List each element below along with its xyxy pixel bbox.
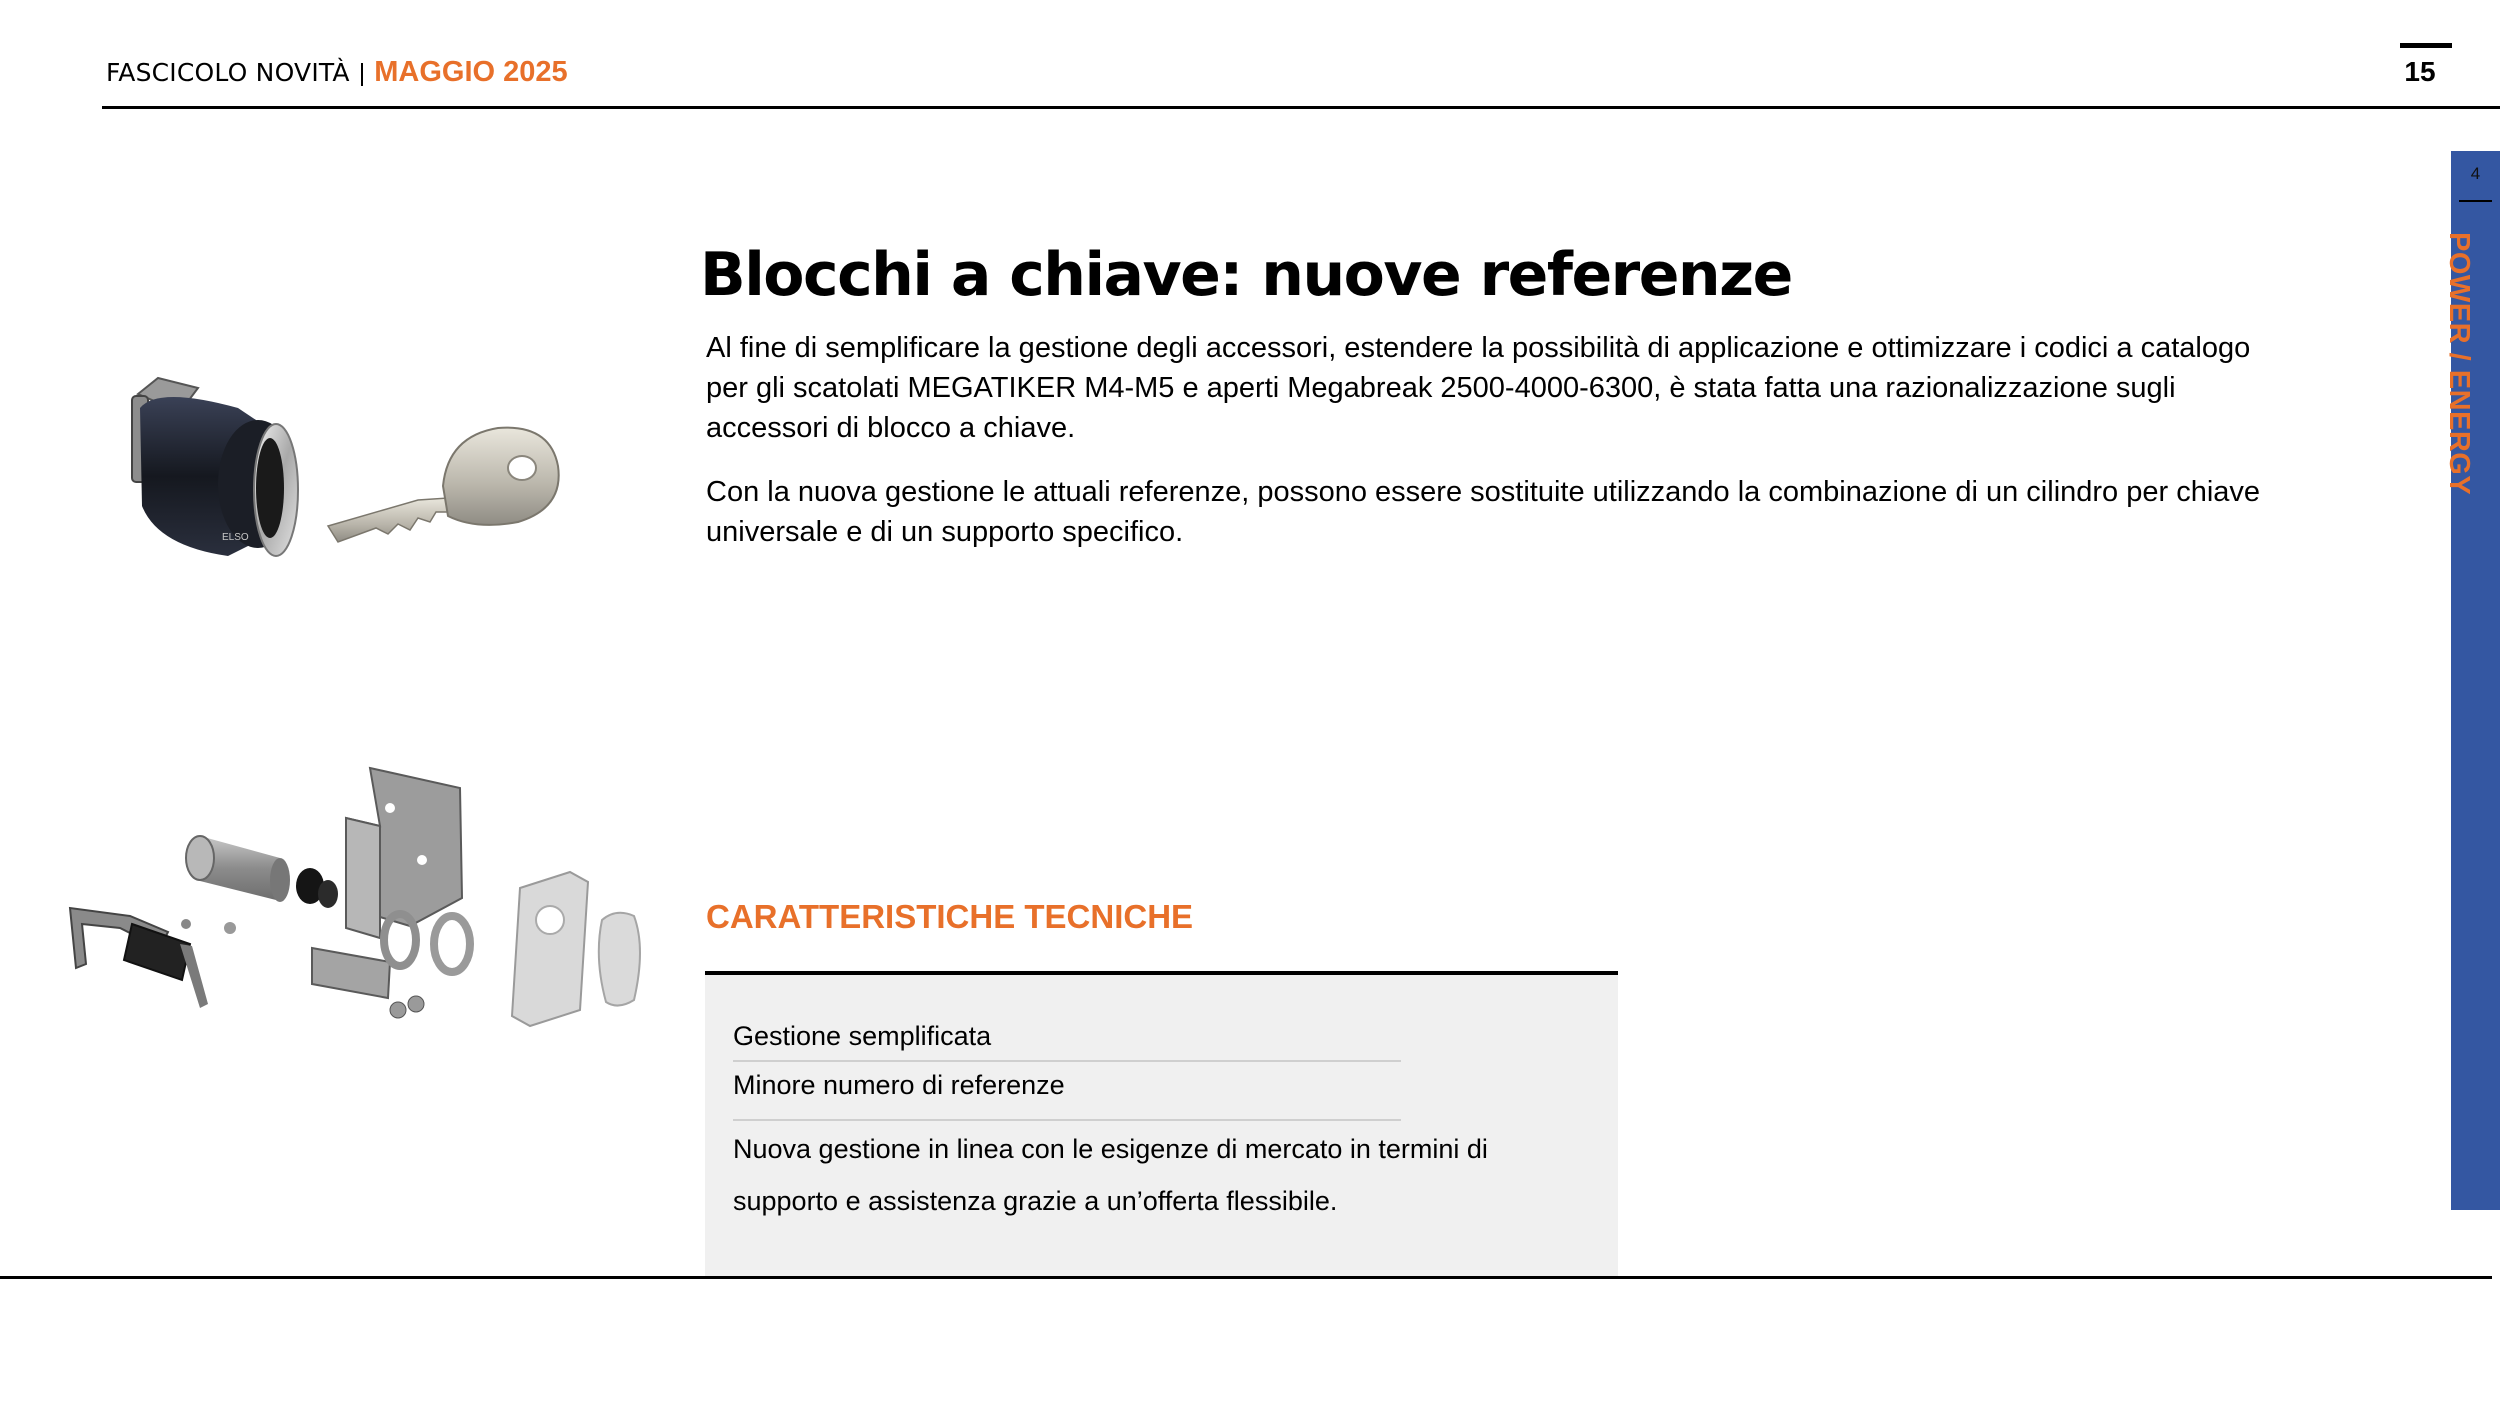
intro-paragraph: Al fine di semplificare la gestione degli accessori, estendere la possibilità di applicazione e ottimizzare i codici a catalogo per gli scatolati MEGATIKER M4-M5 e aperti Megabreak 2500-4000-6300, è stata fatta una razionalizzazione sugli accessori di blocco a chiave. <box>706 332 2251 444</box>
header-divider <box>102 106 2500 109</box>
page-title: Blocchi a chiave: nuove referenze <box>700 240 1792 310</box>
spec-divider <box>733 1060 1401 1062</box>
section-label: POWER / ENERGY <box>2443 232 2475 496</box>
spec-divider <box>733 1119 1401 1121</box>
spec-item: Nuova gestione in linea con le esigenze di mercato in termini di supporto e assistenza grazie a un’offerta flessibile. <box>733 1134 1488 1216</box>
page-number: 15 <box>2404 56 2436 87</box>
publication-label: FASCICOLO NOVITÀ <box>106 58 350 87</box>
specs-panel <box>705 971 1618 1279</box>
page-number-mark <box>2400 43 2452 48</box>
specs-title: CARATTERISTICHE TECNICHE <box>706 898 1194 935</box>
section-number: 4 <box>2470 164 2481 183</box>
section-number-rule <box>2459 200 2492 202</box>
header-publication <box>106 56 568 96</box>
lock-brand-text: ELSO <box>222 532 249 543</box>
header-separator: | <box>358 59 366 87</box>
key-lock-cylinder-image <box>118 316 618 616</box>
spec-item: Gestione semplificata <box>733 1021 992 1051</box>
spec-item: Minore numero di referenze <box>733 1070 1065 1100</box>
lock-support-assembly-image <box>50 748 660 1078</box>
replacement-paragraph: Con la nuova gestione le attuali referenze, possono essere sostituite utilizzando la combinazione di un cilindro per chiave universale e di un supporto specifico. <box>706 476 2261 548</box>
footer-divider <box>0 1276 2492 1279</box>
publication-month: MAGGIO 2025 <box>374 56 568 88</box>
